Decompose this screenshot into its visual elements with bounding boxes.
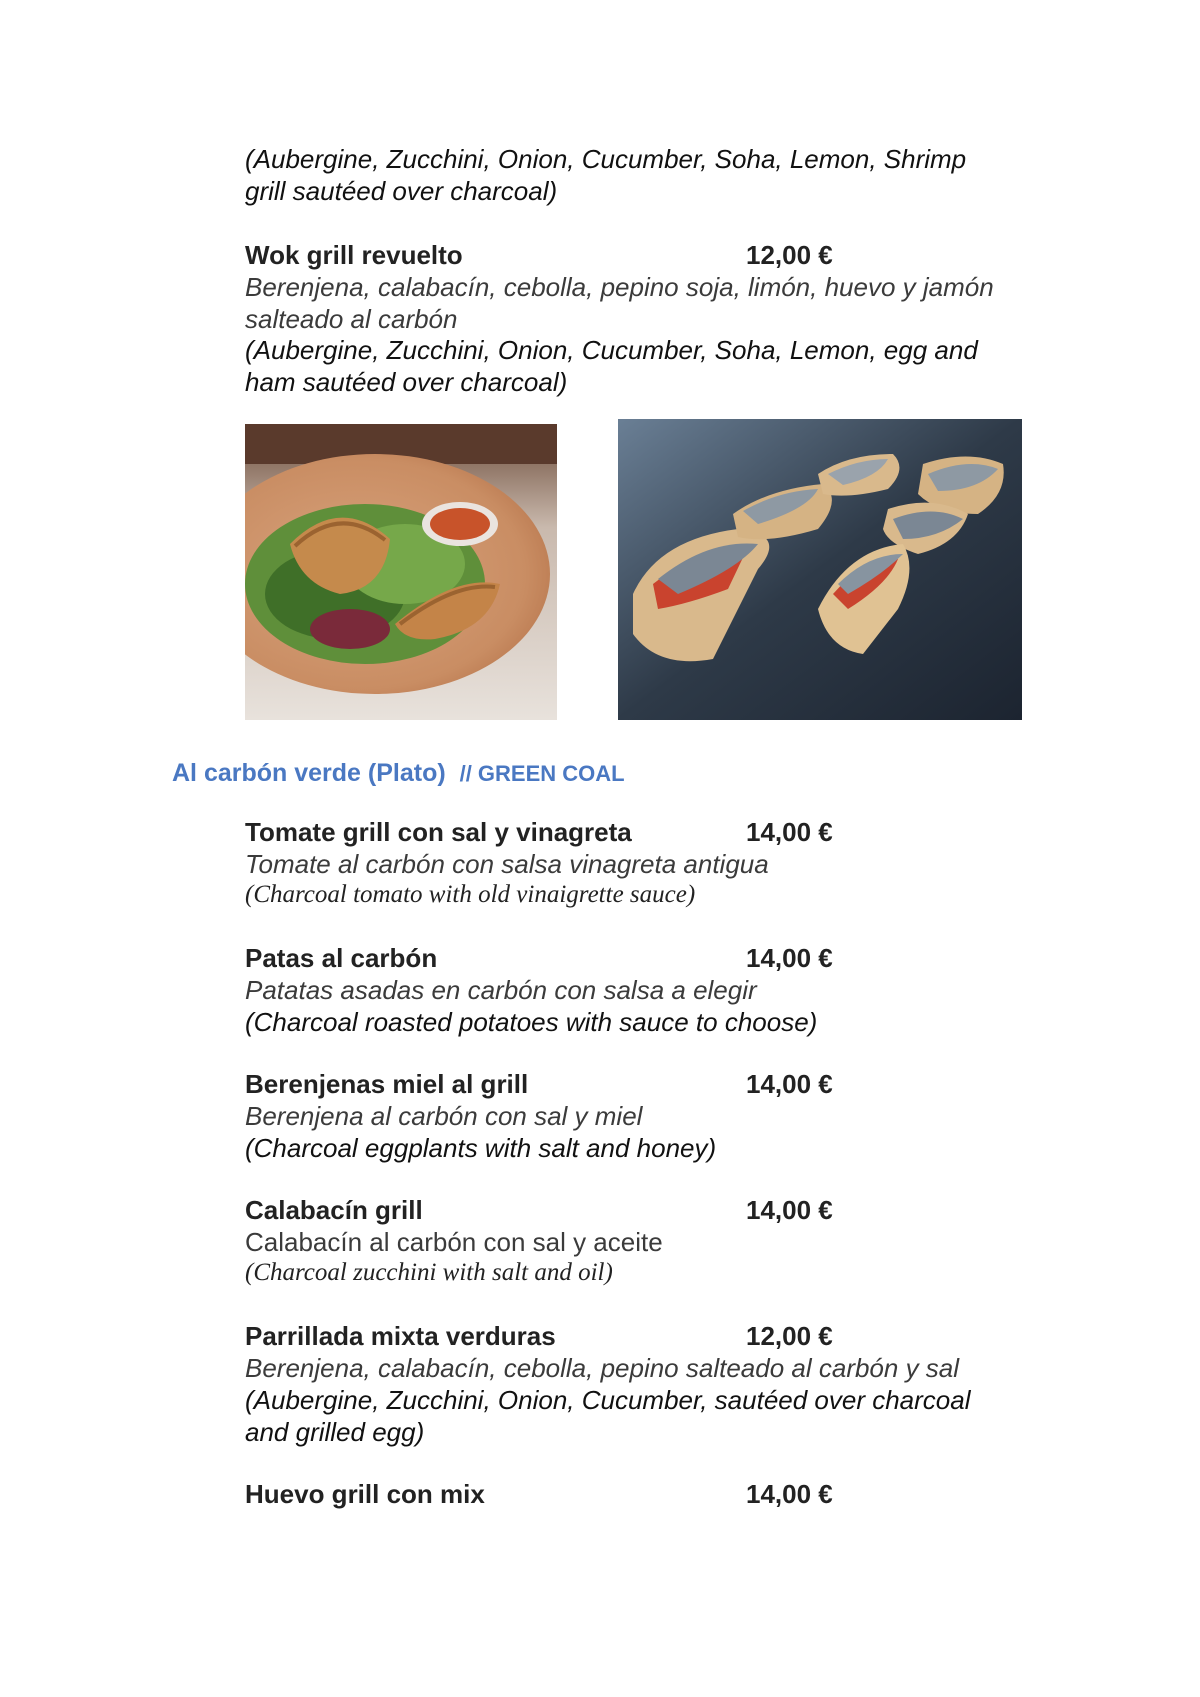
sardine-toast-photo: [618, 419, 1022, 720]
section-subtitle: // GREEN COAL: [459, 761, 625, 786]
top-item-desc-en-1: (Aubergine, Zucchini, Onion, Cucumber, Soha, Lemon, Shrimp: [245, 144, 967, 174]
menu-item-name: Parrillada mixta verduras: [245, 1321, 556, 1351]
menu-item-name: Berenjenas miel al grill: [245, 1069, 529, 1099]
menu-item-name: Patas al carbón: [245, 943, 438, 973]
menu-item-desc-es: Patatas asadas en carbón con salsa a elegir: [245, 975, 757, 1005]
menu-item-desc-es: Calabacín al carbón con sal y aceite: [245, 1227, 663, 1257]
menu-item-desc-en: (Charcoal roasted potatoes with sauce to choose): [245, 1007, 818, 1037]
menu-item-desc-en: (Charcoal zucchini with salt and oil): [245, 1259, 613, 1286]
top-item-desc-en-2: grill sautéed over charcoal): [245, 176, 558, 206]
menu-item-desc-en-2: and grilled egg): [245, 1417, 425, 1447]
menu-item-desc-es: Berenjena al carbón con sal y miel: [245, 1101, 643, 1131]
menu-item-price: 14,00 €: [746, 1479, 833, 1509]
menu-item-desc-es: Tomate al carbón con salsa vinagreta antigua: [245, 849, 769, 879]
menu-item-desc-en: (Charcoal tomato with old vinaigrette sauce): [245, 881, 696, 908]
menu-item-price: 14,00 €: [746, 1069, 833, 1099]
wok-item-desc-en-2: ham sautéed over charcoal): [245, 367, 568, 397]
menu-item-price: 14,00 €: [746, 943, 833, 973]
menu-item-desc-es: Berenjena, calabacín, cebolla, pepino salteado al carbón y sal: [245, 1353, 960, 1383]
section-heading: [172, 759, 625, 788]
menu-item-name: Huevo grill con mix: [245, 1479, 485, 1509]
wok-item-desc-es-2: salteado al carbón: [245, 304, 458, 334]
section-title: Al carbón verde (Plato): [172, 759, 446, 787]
menu-item-name: Tomate grill con sal y vinagreta: [245, 817, 632, 847]
menu-item-price: 14,00 €: [746, 817, 833, 847]
menu-item-desc-en-1: (Aubergine, Zucchini, Onion, Cucumber, sautéed over charcoal: [245, 1385, 971, 1415]
wok-item-desc-es-1: Berenjena, calabacín, cebolla, pepino soja, limón, huevo y jamón: [245, 272, 994, 302]
menu-item-price: 12,00 €: [746, 1321, 833, 1351]
wok-item-name: Wok grill revuelto: [245, 240, 463, 270]
menu-item-desc-en: (Charcoal eggplants with salt and honey): [245, 1133, 717, 1163]
menu-item-name: Calabacín grill: [245, 1195, 423, 1225]
wok-item-price: 12,00 €: [746, 240, 833, 270]
menu-item-price: 14,00 €: [746, 1195, 833, 1225]
empanadas-salad-photo: [245, 424, 557, 720]
wok-item-desc-en-1: (Aubergine, Zucchini, Onion, Cucumber, Soha, Lemon, egg and: [245, 335, 978, 365]
